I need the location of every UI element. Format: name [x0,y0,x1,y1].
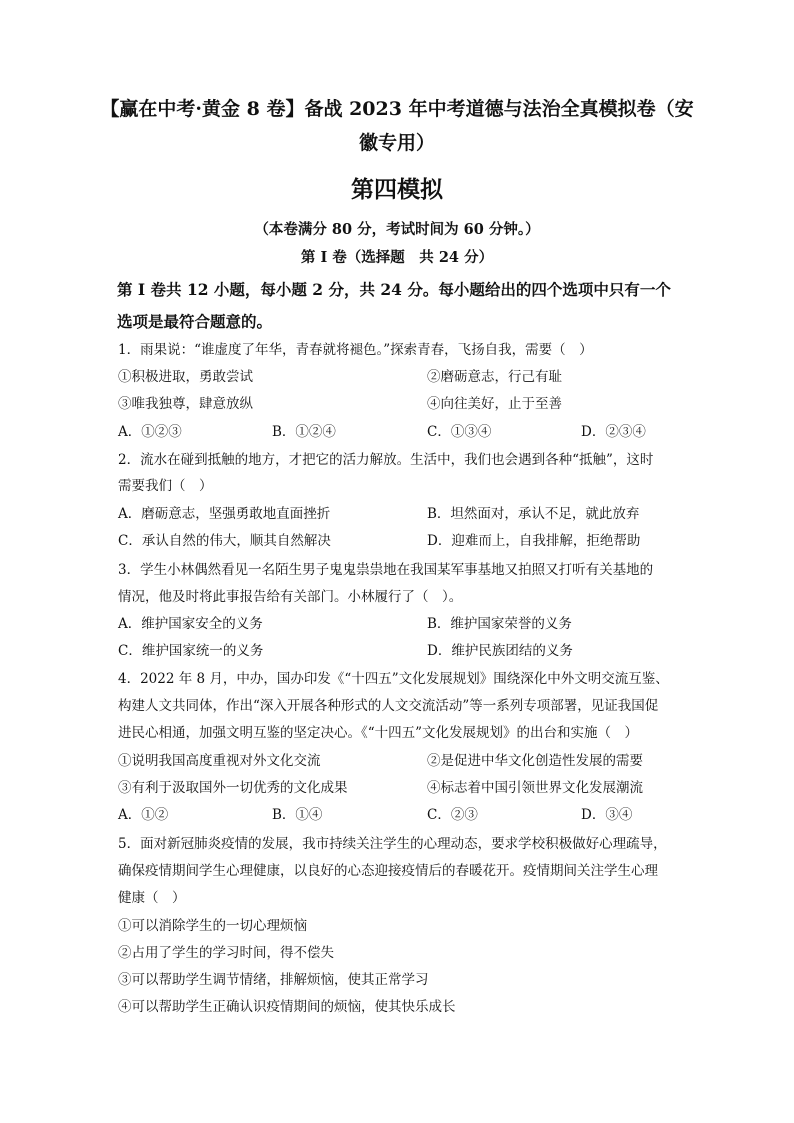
section-heading: 第 I 卷（选择题 共 24 分） [300,249,494,266]
question-5-stem-line-1: 5．面对新冠肺炎疫情的发展，我市持续关注学生的心理动态，要求学校积极做好心理疏导， [118,836,667,852]
question-1-statement-3: ③唯我独尊，肆意放纵 [118,396,253,412]
question-1-statement-2: ②磨砺意志，行己有耻 [427,369,562,385]
question-3-stem-line-2: 情况，他及时将此事报告给有关部门。小林履行了（ ）。 [118,589,463,605]
question-5-stem-line-3: 健康（ ） [118,890,186,906]
question-4-option-a: A．①② [118,807,169,823]
question-2-option-d: D．迎难而上，自我排解，拒绝帮助 [427,533,641,549]
question-4-stem-line-2: 构建人文共同体，作出“深入开展各种形式的人文交流活动”等一系列专项部署，见证我国促 [118,698,659,714]
question-4-option-c: C．②③ [427,807,478,823]
question-4-statement-4: ④标志着中国引领世界文化发展潮流 [427,780,643,796]
question-4-stem-line-1: 4．2022 年 8 月，中办，国办印发《“十四五”文化发展规划》围绕深化中外文明交流互鉴、 [118,671,669,687]
question-4-statement-2: ②是促进中华文化创造性发展的需要 [427,753,643,769]
question-2-option-c: C．承认自然的伟大，顺其自然解决 [118,533,331,549]
question-1-statement-4: ④向往美好，止于至善 [427,396,562,412]
question-3-option-c: C．维护国家统一的义务 [118,643,264,659]
question-3-option-d: D．维护民族团结的义务 [427,643,573,659]
question-3-stem-line-1: 3．学生小林偶然看见一名陌生男子鬼鬼祟祟地在我国某军事基地又拍照又打听有关基地的 [118,562,654,578]
question-3-option-a: A．维护国家安全的义务 [118,616,263,632]
question-2-option-b: B．坦然面对，承认不足，就此放弃 [427,506,640,522]
question-5-statement-3: ③可以帮助学生调节情绪，排解烦恼，使其正常学习 [118,972,429,988]
question-4-option-b: B．①④ [272,807,323,823]
question-3-option-b: B．维护国家荣誉的义务 [427,616,572,632]
instruction-line-1: 第 I 卷共 12 小题，每小题 2 分，共 24 分。每小题给出的四个选项中只有一个 [117,280,671,299]
question-5-statement-4: ④可以帮助学生正确认识疫情期间的烦恼，使其快乐成长 [118,999,456,1015]
exam-title-line-2: 徽专用） [358,132,435,154]
question-4-statement-3: ③有利于汲取国外一切优秀的文化成果 [118,780,348,796]
question-2-stem-line-2: 需要我们（ ） [118,478,213,494]
question-1-option-c: C．①③④ [427,424,492,440]
question-2-option-a: A．磨砺意志，坚强勇敢地直面挫折 [118,506,331,522]
question-4-option-d: D．③④ [581,807,633,823]
question-2-stem-line-1: 2．流水在碰到抵触的地方，才把它的活力解放。生活中，我们也会遇到各种“抵触”，这时 [118,452,654,468]
instruction-line-2: 选项是最符合题意的。 [117,312,273,331]
question-5-statement-2: ②占用了学生的学习时间，得不偿失 [118,945,334,961]
exam-subtitle: 第四模拟 [351,177,443,203]
exam-title-line-1: 【赢在中考·黄金 8 卷】备战 2023 年中考道德与法治全真模拟卷（安 [100,98,694,120]
question-5-stem-line-2: 确保疫情期间学生心理健康，以良好的心态迎接疫情后的春暖花开。疫情期间关注学生心理 [118,863,658,879]
question-1-option-a: A．①②③ [118,424,182,440]
question-4-statement-1: ①说明我国高度重视对外文化交流 [118,753,321,769]
exam-info: （本卷满分 80 分，考试时间为 60 分钟。） [254,221,540,238]
question-1-option-b: B．①②④ [272,424,336,440]
question-1-option-d: D．②③④ [581,424,646,440]
question-1-statement-1: ①积极进取，勇敢尝试 [118,369,253,385]
question-1-stem: 1．雨果说：“谁虚度了年华，青春就将褪色。”探索青春，飞扬自我，需要（ ） [118,342,593,358]
question-5-statement-1: ①可以消除学生的一切心理烦恼 [118,918,307,934]
question-4-stem-line-3: 进民心相通，加强文明互鉴的坚定决心。《“十四五”文化发展规划》的出台和实施（ ） [118,725,639,741]
